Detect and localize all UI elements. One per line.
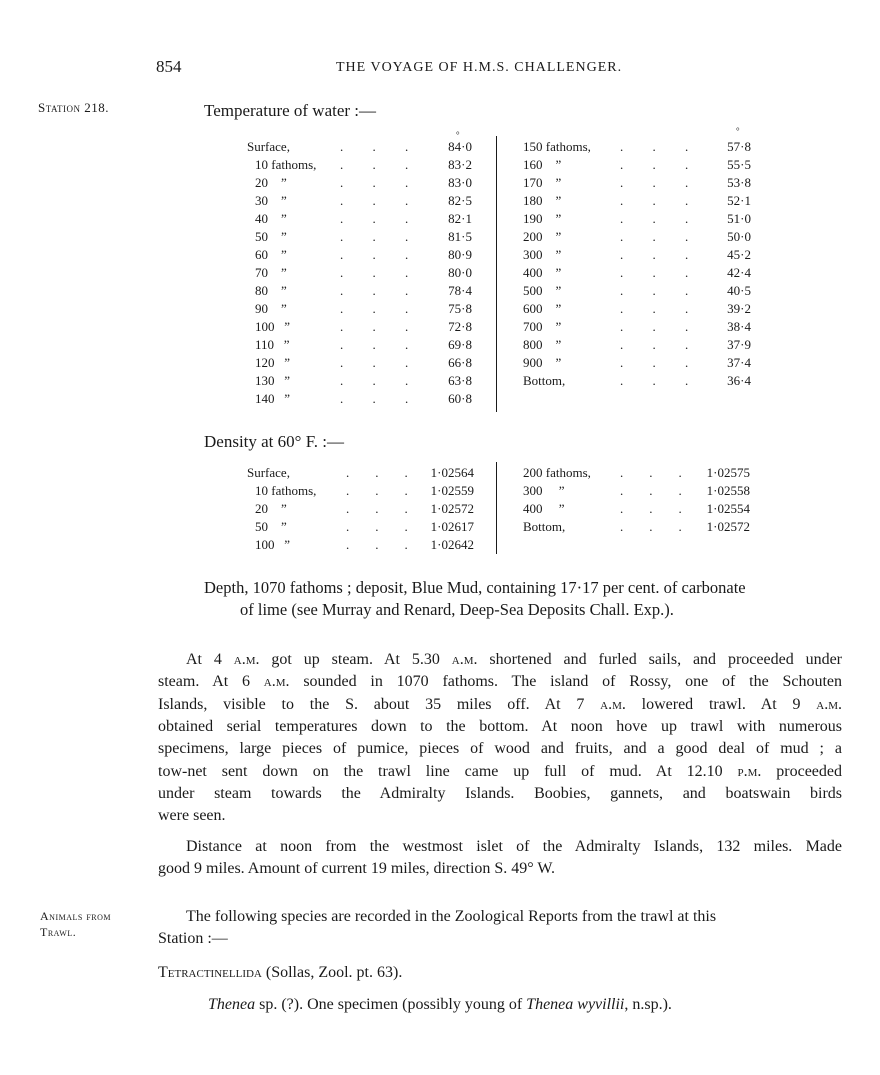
row-label: 20 ” (255, 175, 287, 190)
table-row (247, 228, 472, 246)
row-label: 200 fathoms, (523, 465, 591, 480)
row-label: 190 ” (523, 211, 562, 226)
row-label: 170 ” (523, 175, 562, 190)
leader-dots: . . . (620, 157, 689, 172)
row-value: 75·8 (448, 301, 472, 316)
leader-dots: . . . (620, 337, 689, 352)
table-row (247, 372, 472, 390)
row-label: 600 ” (523, 301, 562, 316)
leader-dots: . . . (340, 301, 409, 316)
row-value: 39·2 (727, 301, 751, 316)
table-row (247, 518, 474, 536)
row-value: 82·1 (448, 211, 472, 226)
leader-dots: . . . (620, 247, 689, 262)
leader-dots: . . . (620, 483, 682, 498)
text-line: good 9 miles. Amount of current 19 miles, direction S. 49° W. (158, 860, 556, 878)
row-value: 84·0 (448, 139, 472, 154)
row-label: 300 ” (523, 483, 565, 498)
leader-dots: . . . (346, 483, 408, 498)
leader-dots: . . . (620, 193, 689, 208)
text-line: At 4 a.m. got up steam. At 5.30 a.m. shortened and furled sails, and proceeded under (186, 651, 843, 668)
table-row (523, 500, 750, 518)
leader-dots: . . . (346, 537, 408, 552)
row-label: 40 ” (255, 211, 287, 226)
species-group-reference: (Sollas, Zool. pt. 63). (261, 964, 403, 981)
row-label: 900 ” (523, 355, 562, 370)
species-genus: Thenea (208, 996, 256, 1013)
leader-dots: . . . (340, 247, 409, 262)
species-entry (208, 996, 672, 1014)
row-label: 50 ” (255, 229, 287, 244)
row-label: 150 fathoms, (523, 139, 591, 154)
leader-dots: . . . (620, 211, 689, 226)
table-row (523, 156, 751, 174)
table-row (247, 174, 472, 192)
row-value: 42·4 (727, 265, 751, 280)
species-group-name: Tetractinellida (158, 964, 262, 981)
species-intro-line-1: The following species are recorded in the Zoological Reports from the trawl at this (186, 908, 717, 925)
temperature-heading: Temperature of water :— (204, 101, 377, 120)
row-value: 51·0 (727, 211, 751, 226)
row-label: 120 ” (255, 355, 291, 370)
table-row (523, 192, 751, 210)
table-row (247, 192, 472, 210)
table-row (247, 500, 474, 518)
margin-animals-from: Animals from (40, 909, 112, 923)
text-line: steam. At 6 a.m. sounded in 1070 fathoms. The island of Rossy, one of the Schouten (158, 673, 843, 691)
row-value: 83·2 (448, 157, 472, 172)
leader-dots: . . . (620, 465, 682, 480)
table-row (247, 318, 472, 336)
table-row (247, 336, 472, 354)
row-label: 20 ” (255, 501, 287, 516)
row-label: Bottom, (523, 519, 566, 534)
row-label: 100 ” (255, 319, 291, 334)
table-row (523, 372, 751, 390)
leader-dots: . . . (340, 283, 409, 298)
row-value: 52·1 (727, 193, 751, 208)
row-value: 82·5 (448, 193, 472, 208)
row-value: 45·2 (727, 247, 751, 262)
page-number: 854 (156, 57, 182, 76)
table-row (523, 210, 751, 228)
leader-dots: . . . (620, 229, 689, 244)
row-value: 37·4 (727, 355, 751, 370)
table-row (247, 390, 472, 408)
text-line: under steam towards the Admiralty Islands. Boobies, gannets, and boatswain birds (158, 784, 842, 802)
table-row (523, 464, 750, 482)
leader-dots: . . . (620, 373, 689, 388)
row-label: 140 ” (255, 391, 291, 406)
row-label: 80 ” (255, 283, 287, 298)
row-label: 500 ” (523, 283, 562, 298)
species-name: Thenea wyvillii (526, 996, 625, 1013)
species-intro-line-2: Station :— (158, 930, 228, 947)
table-row (523, 518, 750, 536)
row-label: 200 ” (523, 229, 562, 244)
row-value: 1·02559 (430, 483, 474, 498)
leader-dots: . . . (340, 175, 409, 190)
row-label: 800 ” (523, 337, 562, 352)
degree-mark-left: ° (456, 130, 460, 140)
table-row (247, 354, 472, 372)
depth-line-2: of lime (see Murray and Renard, Deep-Sea Deposits Chall. Exp.). (240, 600, 674, 619)
table-row (523, 138, 751, 156)
row-label: 300 ” (523, 247, 562, 262)
table-row (523, 482, 750, 500)
depth-line-1: Depth, 1070 fathoms ; deposit, Blue Mud, containing 17·17 per cent. of carbonate (204, 578, 746, 597)
row-label: 180 ” (523, 193, 562, 208)
row-value: 80·9 (448, 247, 472, 262)
row-value: 1·02572 (706, 519, 750, 534)
table-row (247, 156, 472, 174)
row-label: Bottom, (523, 373, 566, 388)
species-group (158, 964, 402, 982)
leader-dots: . . . (620, 519, 682, 534)
leader-dots: . . . (620, 301, 689, 316)
species-entry-end: , n.sp.). (624, 996, 672, 1013)
table-row (247, 264, 472, 282)
leader-dots: . . . (340, 211, 409, 226)
row-label: 400 ” (523, 265, 562, 280)
row-value: 1·02558 (706, 483, 750, 498)
row-label: 700 ” (523, 319, 562, 334)
table-row (523, 300, 751, 318)
row-label: Surface, (247, 139, 290, 154)
leader-dots: . . . (620, 283, 689, 298)
row-value: 81·5 (448, 229, 472, 244)
leader-dots: . . . (346, 465, 408, 480)
table-row (247, 246, 472, 264)
leader-dots: . . . (340, 337, 409, 352)
row-value: 38·4 (727, 319, 751, 334)
leader-dots: . . . (620, 501, 682, 516)
row-label: 60 ” (255, 247, 287, 262)
table-row (247, 482, 474, 500)
degree-mark-right: ° (736, 126, 740, 136)
row-value: 63·8 (448, 373, 472, 388)
table-row (523, 174, 751, 192)
table-row (523, 228, 751, 246)
leader-dots: . . . (340, 265, 409, 280)
row-value: 69·8 (448, 337, 472, 352)
leader-dots: . . . (340, 391, 409, 406)
text-line: Islands, visible to the S. about 35 miles off. At 7 a.m. lowered trawl. At 9 a.m. (158, 695, 842, 713)
text-line: Distance at noon from the westmost islet of the Admiralty Islands, 132 miles. Made (186, 838, 842, 855)
table-row (247, 536, 474, 554)
leader-dots: . . . (346, 519, 408, 534)
row-value: 37·9 (727, 337, 751, 352)
leader-dots: . . . (620, 319, 689, 334)
row-value: 50·0 (727, 229, 751, 244)
leader-dots: . . . (340, 229, 409, 244)
leader-dots: . . . (340, 319, 409, 334)
margin-station: Station 218. (38, 100, 110, 115)
table-row (247, 138, 472, 156)
table-row (247, 300, 472, 318)
table-row (247, 282, 472, 300)
leader-dots: . . . (346, 501, 408, 516)
row-value: 57·8 (727, 139, 751, 154)
table-row (523, 282, 751, 300)
density-column-divider (496, 462, 497, 554)
row-value: 1·02572 (430, 501, 474, 516)
text-line: tow-net sent down on the trawl line came up full of mud. At 12.10 p.m. proceeded (158, 762, 842, 780)
row-label: 30 ” (255, 193, 287, 208)
text-line: were seen. (158, 807, 226, 825)
row-value: 1·02642 (430, 537, 474, 552)
leader-dots: . . . (620, 175, 689, 190)
leader-dots: . . . (340, 355, 409, 370)
row-value: 1·02554 (706, 501, 750, 516)
row-value: 1·02575 (706, 465, 750, 480)
species-entry-text: sp. (?). One specimen (possibly young of (255, 996, 527, 1013)
table-row (247, 464, 474, 482)
row-label: 400 ” (523, 501, 565, 516)
row-value: 1·02617 (430, 519, 474, 534)
row-value: 40·5 (727, 283, 751, 298)
row-label: 160 ” (523, 157, 562, 172)
row-label: Surface, (247, 465, 290, 480)
table-row (247, 210, 472, 228)
row-value: 1·02564 (430, 465, 474, 480)
leader-dots: . . . (340, 157, 409, 172)
text-line: obtained serial temperatures down to the bottom. At noon hove up trawl with numerous (158, 717, 842, 735)
row-value: 72·8 (448, 319, 472, 334)
row-value: 66·8 (448, 355, 472, 370)
table-row (523, 336, 751, 354)
row-label: 10 fathoms, (255, 157, 317, 172)
row-value: 83·0 (448, 175, 472, 190)
row-label: 110 ” (255, 337, 290, 352)
running-title: THE VOYAGE OF H.M.S. CHALLENGER. (336, 60, 623, 75)
row-value: 78·4 (448, 283, 472, 298)
row-value: 53·8 (727, 175, 751, 190)
row-value: 60·8 (448, 391, 472, 406)
row-label: 70 ” (255, 265, 287, 280)
row-value: 36·4 (727, 373, 751, 388)
margin-trawl: Trawl. (40, 925, 77, 939)
table-row (523, 354, 751, 372)
row-value: 80·0 (448, 265, 472, 280)
density-heading: Density at 60° F. :— (204, 432, 345, 451)
leader-dots: . . . (620, 265, 689, 280)
table-row (523, 318, 751, 336)
row-label: 130 ” (255, 373, 291, 388)
row-label: 100 ” (255, 537, 291, 552)
table-row (523, 264, 751, 282)
leader-dots: . . . (620, 355, 689, 370)
leader-dots: . . . (340, 193, 409, 208)
leader-dots: . . . (620, 139, 689, 154)
temperature-column-divider (496, 136, 497, 412)
table-row (523, 246, 751, 264)
leader-dots: . . . (340, 373, 409, 388)
text-line: specimens, large pieces of pumice, pieces of wood and fruits, and a good deal of mud ; a (158, 740, 842, 758)
row-label: 50 ” (255, 519, 287, 534)
leader-dots: . . . (340, 139, 409, 154)
row-label: 10 fathoms, (255, 483, 317, 498)
row-value: 55·5 (727, 157, 751, 172)
row-label: 90 ” (255, 301, 287, 316)
